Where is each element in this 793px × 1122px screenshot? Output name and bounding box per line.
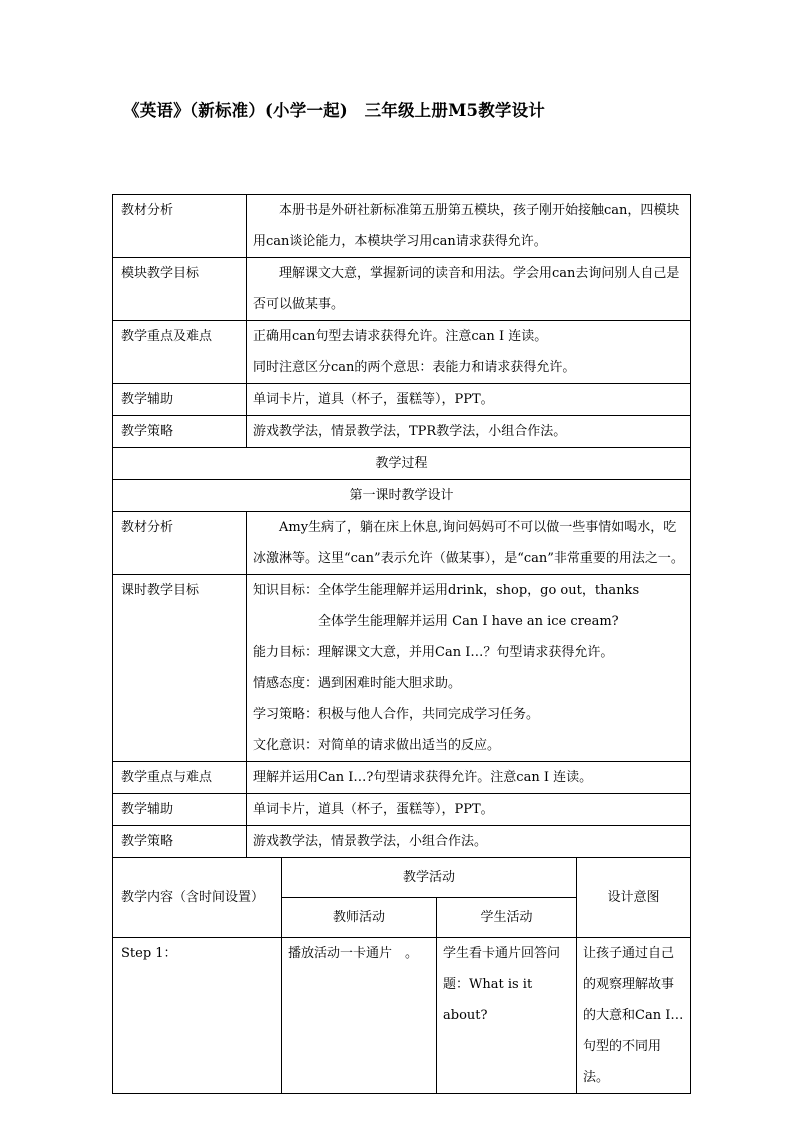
intent-col-header: 设计意图 bbox=[577, 858, 691, 938]
row-content: 单词卡片，道具（杯子，蛋糕等），PPT。 bbox=[247, 794, 691, 826]
row-content: 本册书是外研社新标准第五册第五模块，孩子刚开始接触can，四模块用can谈论能力，本模块学习用can请求获得允许。 bbox=[247, 195, 691, 258]
row-content bbox=[247, 575, 691, 762]
table-row bbox=[113, 512, 691, 575]
row-content bbox=[247, 321, 691, 384]
table-row bbox=[113, 794, 691, 826]
table-row bbox=[113, 258, 691, 321]
lesson-plan-table bbox=[112, 194, 691, 1094]
step-student-activity: 学生看卡通片回答问题：What is it about? bbox=[437, 938, 577, 1094]
student-col-header: 学生活动 bbox=[437, 898, 577, 938]
activity-header-row bbox=[113, 858, 691, 898]
step-intent: 让孩子通过自己的观察理解故事的大意和Can I…句型的不同用法。 bbox=[577, 938, 691, 1094]
row-label: 教学辅助 bbox=[113, 384, 247, 416]
goal-line: 情感态度：遇到困难时能大胆求助。 bbox=[253, 676, 462, 691]
table-row bbox=[113, 416, 691, 448]
goal-line: 学习策略：积极与他人合作，共同完成学习任务。 bbox=[253, 707, 540, 722]
row-label: 模块教学目标 bbox=[113, 258, 247, 321]
goal-line: 知识目标：全体学生能理解并运用drink，shop，go out，thanks bbox=[253, 583, 640, 598]
row-content: 单词卡片，道具（杯子，蛋糕等），PPT。 bbox=[247, 384, 691, 416]
row-label: 课时教学目标 bbox=[113, 575, 247, 762]
content-line: 同时注意区分can的两个意思：表能力和请求获得允许。 bbox=[253, 360, 576, 375]
table-row bbox=[113, 762, 691, 794]
section-header-row bbox=[113, 448, 691, 480]
table-row bbox=[113, 195, 691, 258]
section-header-row bbox=[113, 480, 691, 512]
row-content: 游戏教学法，情景教学法，TPR教学法，小组合作法。 bbox=[247, 416, 691, 448]
table-row bbox=[113, 826, 691, 858]
row-content: 理解课文大意，掌握新词的读音和用法。学会用can去询问别人自己是否可以做某事。 bbox=[247, 258, 691, 321]
row-label: 教材分析 bbox=[113, 512, 247, 575]
step-content: Step 1： bbox=[113, 938, 282, 1094]
table-row bbox=[113, 321, 691, 384]
table-row bbox=[113, 575, 691, 762]
row-label: 教学重点与难点 bbox=[113, 762, 247, 794]
table-row bbox=[113, 938, 691, 1094]
page-title: 《英语》（新标准）(小学一起) 三年级上册M5教学设计 bbox=[123, 101, 546, 120]
row-content: 游戏教学法，情景教学法，小组合作法。 bbox=[247, 826, 691, 858]
row-content: 理解并运用Can I…?句型请求获得允许。注意can I 连读。 bbox=[247, 762, 691, 794]
step-teacher-activity: 播放活动一卡通片 。 bbox=[282, 938, 437, 1094]
goal-line: 能力目标：理解课文大意，并用Can I…？句型请求获得允许。 bbox=[253, 645, 614, 660]
process-header: 教学过程 bbox=[113, 448, 691, 480]
content-col-header: 教学内容（含时间设置） bbox=[113, 858, 282, 938]
goal-line: 全体学生能理解并运用 Can I have an ice cream? bbox=[318, 614, 619, 629]
row-label: 教材分析 bbox=[113, 195, 247, 258]
activity-col-header: 教学活动 bbox=[282, 858, 577, 898]
row-label: 教学策略 bbox=[113, 416, 247, 448]
teacher-col-header: 教师活动 bbox=[282, 898, 437, 938]
goal-line: 文化意识：对简单的请求做出适当的反应。 bbox=[253, 738, 501, 753]
row-label: 教学策略 bbox=[113, 826, 247, 858]
row-content: Amy生病了，躺在床上休息,询问妈妈可不可以做一些事情如喝水，吃冰激淋等。这里“can”表示允许（做某事），是“can”非常重要的用法之一。 bbox=[247, 512, 691, 575]
table-row bbox=[113, 384, 691, 416]
content-line: 正确用can句型去请求获得允许。注意can I 连读。 bbox=[253, 329, 548, 344]
row-label: 教学辅助 bbox=[113, 794, 247, 826]
row-label: 教学重点及难点 bbox=[113, 321, 247, 384]
lesson-header: 第一课时教学设计 bbox=[113, 480, 691, 512]
